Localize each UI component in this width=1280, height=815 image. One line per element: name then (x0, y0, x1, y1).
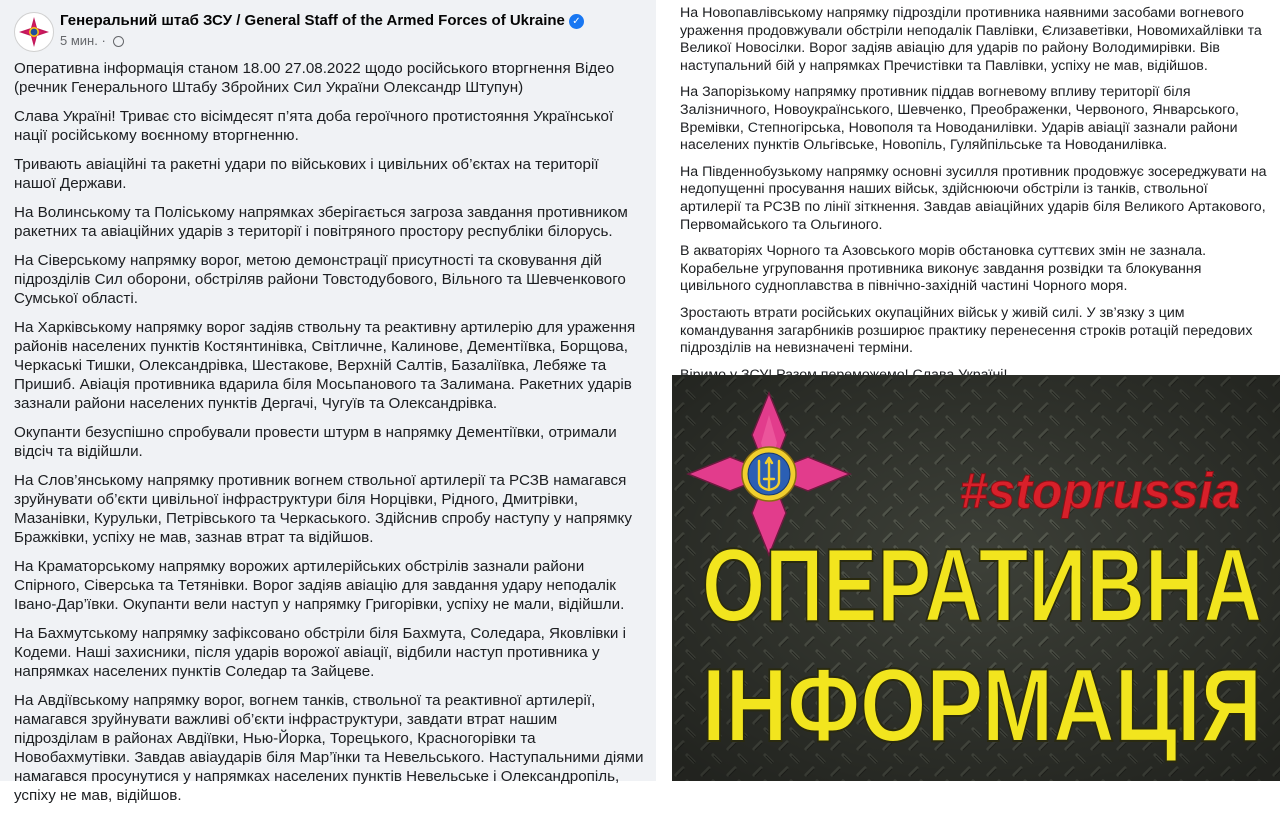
post-paragraph: На Новопавлівському напрямку підрозділи противника наявними засобами вогневого ураження продовжували обстріли неподалік Павлівки, Єлизаветівки, Новомихайлівки та Великоï Новосілки. Ворог задіяв авіацію для ударів по району Володимирівки. Вів наступальний бій у напрямках Пречистівки та Павлівки, успіху не мав, відійшов. (680, 5, 1262, 74)
post-paragraph: В акваторіях Чорного та Азовського морів обстановка суттєвих змін не зазнала. Корабельне угруповання противника виконує завдання розвідки та блокування цивільного судноплавства в північно-західній частині Чорного моря. (680, 243, 1207, 295)
page-avatar[interactable] (14, 12, 54, 52)
graphic-title-line2: ІНФОРМАЦІЯ (702, 648, 1262, 764)
post-paragraph: На Бахмутському напрямку зафіксовано обстріли біля Бахмута, Соледара, Яковлівки і Кодеми. Наші захисники, після ударів ворожоï авіаціï, відбили наступ противника у напрямках населених пунктів Соледар та Зайцеве. (14, 625, 627, 680)
operational-info-graphic (672, 375, 1280, 781)
post-time[interactable]: 5 мин. (60, 33, 98, 48)
avatar-emblem-icon (15, 13, 53, 51)
page-name[interactable]: Генеральний штаб ЗСУ / General Staff of the Armed Forces of Ukraine (60, 12, 565, 29)
post-paragraph: Оперативна інформація станом 18.00 27.08.2022 щодо російського вторгнення Відео (речник Генерального Штабу Збройних Сил України Олександр Штупун) (14, 60, 615, 96)
post-paragraph: На Авдіївському напрямку ворог, вогнем танків, ствольноï та реактивноï артилеріï, намагався зруйнувати важливі об’єкти інфраструктури, завдати втрат нашим підрозділам в районах Авдіївки, Нью-Йорка, Торецького, Красногорівки та Новобахмутівки. Завдав авіаударів біля Мар’їнки та Невельського. Наступальними діями намагався просунутися у напрямках населених пунктів Невельське і Олександропіль, успіху не мав, відійшов. (14, 692, 644, 804)
graphic-title-line1: ОПЕРАТИВНА (702, 528, 1262, 644)
graphic-hashtag: #stoprussia (959, 463, 1241, 519)
post-paragraph: На Південнобузькому напрямку основні зусилля противник продовжує зосереджувати на недопущенні просування наших військ, здійснюючи обстріли із танків, ствольноï артилеріï та РСЗВ по лініï зіткнення. Завдав авіаційних ударів біля Великого Артакового, Первомайського та Ольгиного. (680, 163, 1267, 233)
page-name-link[interactable] (60, 12, 584, 29)
globe-icon (113, 36, 124, 47)
post-paragraph: Слава Україні! Триває сто вісімдесят п’ята доба героїчного протистояння Українськоï націï російському воєнному вторгненню. (14, 108, 614, 144)
post-right-column (672, 0, 1280, 781)
post-paragraph: На Харківському напрямку ворог задіяв ствольну та реактивну артилерію для ураження районів населених пунктів Костянтинівка, Світличне, Калинове, Дементіївка, Борщова, Черкаські Тишки, Олександрівка, Шестакове, Верхній Салтів, Базаліївка, Лебяже та Пришиб. Авіація противника вдарила біля Мосьпанового та Залимана. Ракетних ударів зазнали райони населених пунктів Дергачі, Чугуїв та Олександрівка. (14, 319, 636, 412)
post-body-left (14, 59, 644, 815)
post-paragraph: Зростають втрати російських окупаційних військ у живій силі. У зв’язку з цим командування загарбників розширює практику перенесення строків ротацій передових підрозділів на невизначені терміни. (680, 304, 1253, 357)
post-paragraph: Окупанти безуспішно спробували провести штурм в напрямку Дементіївки, отримали відсіч та відійшли. (14, 424, 617, 460)
post-body-right (680, 5, 1272, 393)
post-paragraph: На Сіверському напрямку ворог, метою демонстраціï присутності та сковування дій підрозділів Сил оборони, обстріляв райони Товстодубового, Вільного та Шевченкового Сумськоï області. (14, 252, 626, 307)
post-paragraph: Тривають авіаційні та ракетні удари по військових і цивільних об’єктах на територіï нашоï Держави. (14, 156, 599, 192)
post-paragraph: На Запорізькому напрямку противник піддав вогневому впливу територіï біля Залізничного, Новоукраïнського, Шевченко, Преображенки, Червоного, Январського, Времівки, Степногірська, Новополя та Новоданилівки. Ударів авіаціï зазнали райони населених пунктів Ольгівське, Новопіль, Гуляйпільське та Новоданилівка. (680, 84, 1239, 154)
post-meta: 5 мин. · (60, 33, 124, 48)
post-paragraph: На Краматорському напрямку ворожих артилерійських обстрілів зазнали райони Спірного, Сіверська та Тетянівки. Ворог задіяв авіацію для завдання удару неподалік Івано-Дар’ївки. Окупанти вели наступ у напрямку Григорівки, успіху не мали, відійшли. (14, 558, 625, 613)
post-paragraph: На Слов’янському напрямку противник вогнем ствольноï артилеріï та РСЗВ намагався зруйнувати об’єкти цивільноï інфраструктури біля Норцівки, Рідного, Дмитрівки, Мазанівки, Курульки, Петрівського та Черкаського. Здійснив спробу наступу у напрямку Бражківки, успіху не мав, зазнав втрат та відійшов. (14, 472, 632, 546)
post-header (14, 8, 650, 52)
post-image[interactable] (672, 375, 1280, 781)
verified-badge-icon: ✓ (569, 14, 584, 29)
post-paragraph: На Волинському та Поліському напрямках зберігається загроза завдання противником ракетних та авіаційних ударів з територіï і повітряного простору республіки білорусь. (14, 204, 628, 240)
